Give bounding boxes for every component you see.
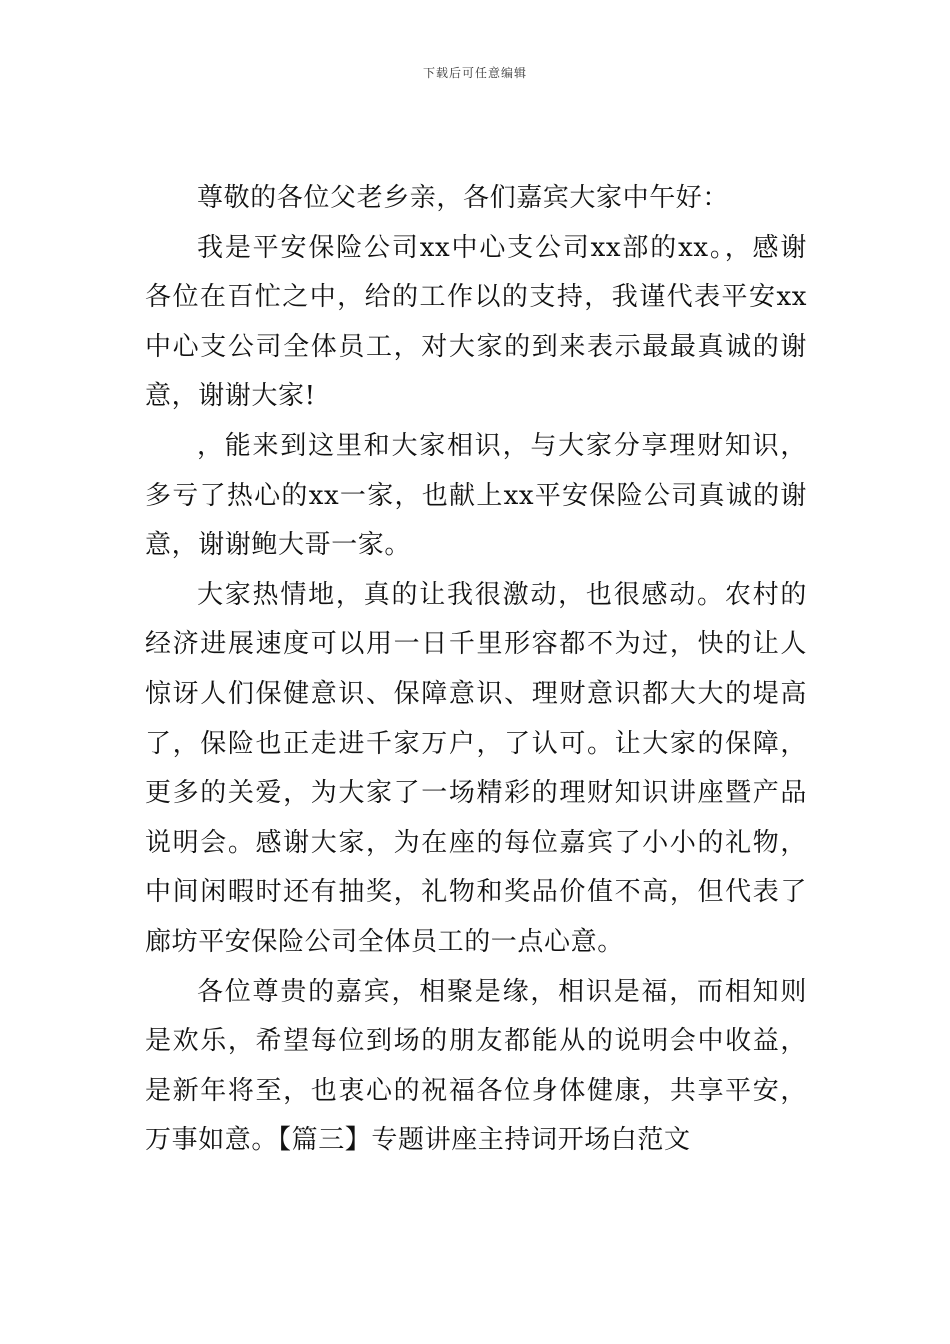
- page-header: 下载后可任意编辑: [422, 66, 527, 80]
- paragraph-closing: 各位尊贵的嘉宾，相聚是缘，相识是福，而相知则是欢乐，希望每位到场的朋友都能从的说明会中收益，是新年将至，也衷心的祝福各位身体健康，共享平安，万事如意。【篇三】专题讲座主持词开场白范文: [145, 976, 807, 1156]
- paragraph-greeting: 尊敬的各位父老乡亲，各们嘉宾大家中午好：: [197, 183, 730, 213]
- paragraph-main-body: 大家热情地，真的让我很激动，也很感动。农村的经济进展速度可以用一日千里形容都不为过，快的让人惊讶人们保健意识、保障意识、理财意识都大大的堤高了，保险也正走进千家万户，了认可。让大家的保障，更多的关爱，为大家了一场精彩的理财知识讲座暨产品说明会。感谢大家，为在座的每位嘉宾了小小的礼物，中间闲暇时还有抽奖，礼物和奖品价值不高，但代表了廊坊平安保险公司全体员工的一点心意。: [145, 579, 807, 957]
- document-body: [145, 174, 807, 1166]
- paragraph-thanks-host: ，能来到这里和大家相识，与大家分享理财知识，多亏了热心的xx一家，也献上xx平安保险公司真诚的谢意，谢谢鲍大哥一家。: [145, 430, 807, 561]
- paragraph-introduction: 我是平安保险公司xx中心支公司xx部的xx。，感谢各位在百忙之中，给的工作以的支持，我谨代表平安xx中心支公司全体员工，对大家的到来表示最最真诚的谢意，谢谢大家!: [145, 232, 807, 412]
